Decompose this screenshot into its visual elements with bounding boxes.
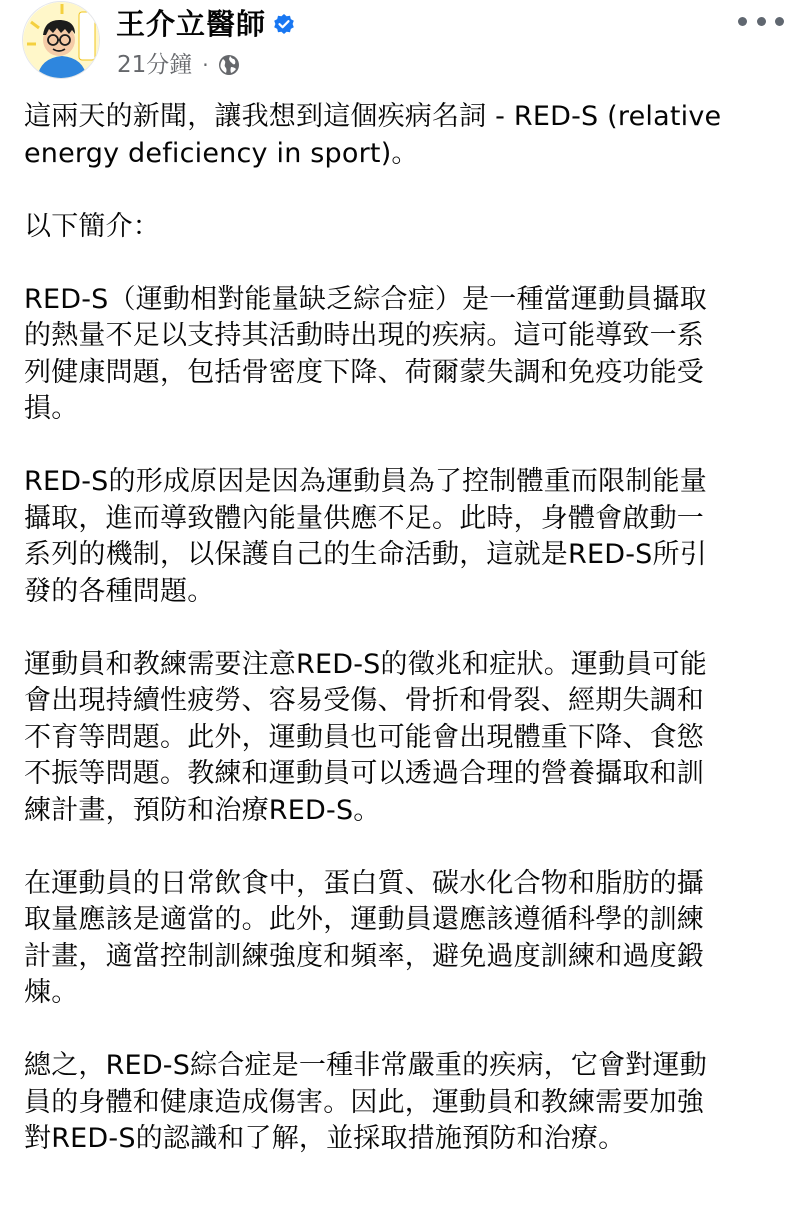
post-paragraph: RED-S的形成原因是因為運動員為了控制體重而限制能量 攝取，進而導致體內能量供應不足。此時，身體會啟動一 系列的機制，以保護自己的生命活動，這就是RED-S所引 發的各種問題。 xyxy=(24,466,707,607)
post-paragraph: RED-S（運動相對能量缺乏綜合症）是一種當運動員攝取 的熱量不足以支持其活動時出現的疾病。這可能導致一系 列健康問題，包括骨密度下降、荷爾蒙失調和免疫功能受 損。 xyxy=(24,283,707,424)
author-avatar[interactable] xyxy=(22,1,100,79)
more-options-icon[interactable] xyxy=(738,8,784,34)
more-dot xyxy=(775,17,784,26)
post-timestamp[interactable]: 21分鐘 xyxy=(117,52,193,78)
avatar-cartoon-icon xyxy=(23,2,100,79)
post-paragraph: 運動員和教練需要注意RED-S的徵兆和症狀。運動員可能 會出現持續性疲勞、容易受傷、骨折和骨裂、經期失調和 不育等問題。此外，運動員也可能會出現體重下降、食慾 不振等問題。教練和運動員可以透過合理的營養攝取和訓 練計畫，預防和治療RED-S。 xyxy=(24,648,707,826)
post-paragraph: 總之，RED-S綜合症是一種非常嚴重的疾病，它會對運動 員的身體和健康造成傷害。因此，運動員和教練需要加強 對RED-S的認識和了解，並採取措施預防和治療。 xyxy=(24,1050,707,1154)
post-paragraph: 這兩天的新聞，讓我想到這個疾病名詞 - RED-S (relative energy deficiency in sport)。 xyxy=(24,101,722,169)
more-dot xyxy=(738,17,747,26)
post-paragraph: 以下簡介： xyxy=(24,210,160,242)
post-body xyxy=(24,99,780,1194)
post-header xyxy=(0,0,800,88)
post-meta xyxy=(117,50,241,80)
verified-badge-icon xyxy=(272,13,296,37)
author-name[interactable]: 王介立醫師 xyxy=(116,7,267,41)
post-paragraph: 在運動員的日常飲食中，蛋白質、碳水化合物和脂肪的攝 取量應該是適當的。此外，運動員還應該遵循科學的訓練 計畫，適當控制訓練強度和頻率，避免過度訓練和過度鍛 煉。 xyxy=(24,867,704,1008)
more-dot xyxy=(757,17,766,26)
globe-icon[interactable] xyxy=(217,53,241,77)
meta-separator: · xyxy=(202,53,209,77)
